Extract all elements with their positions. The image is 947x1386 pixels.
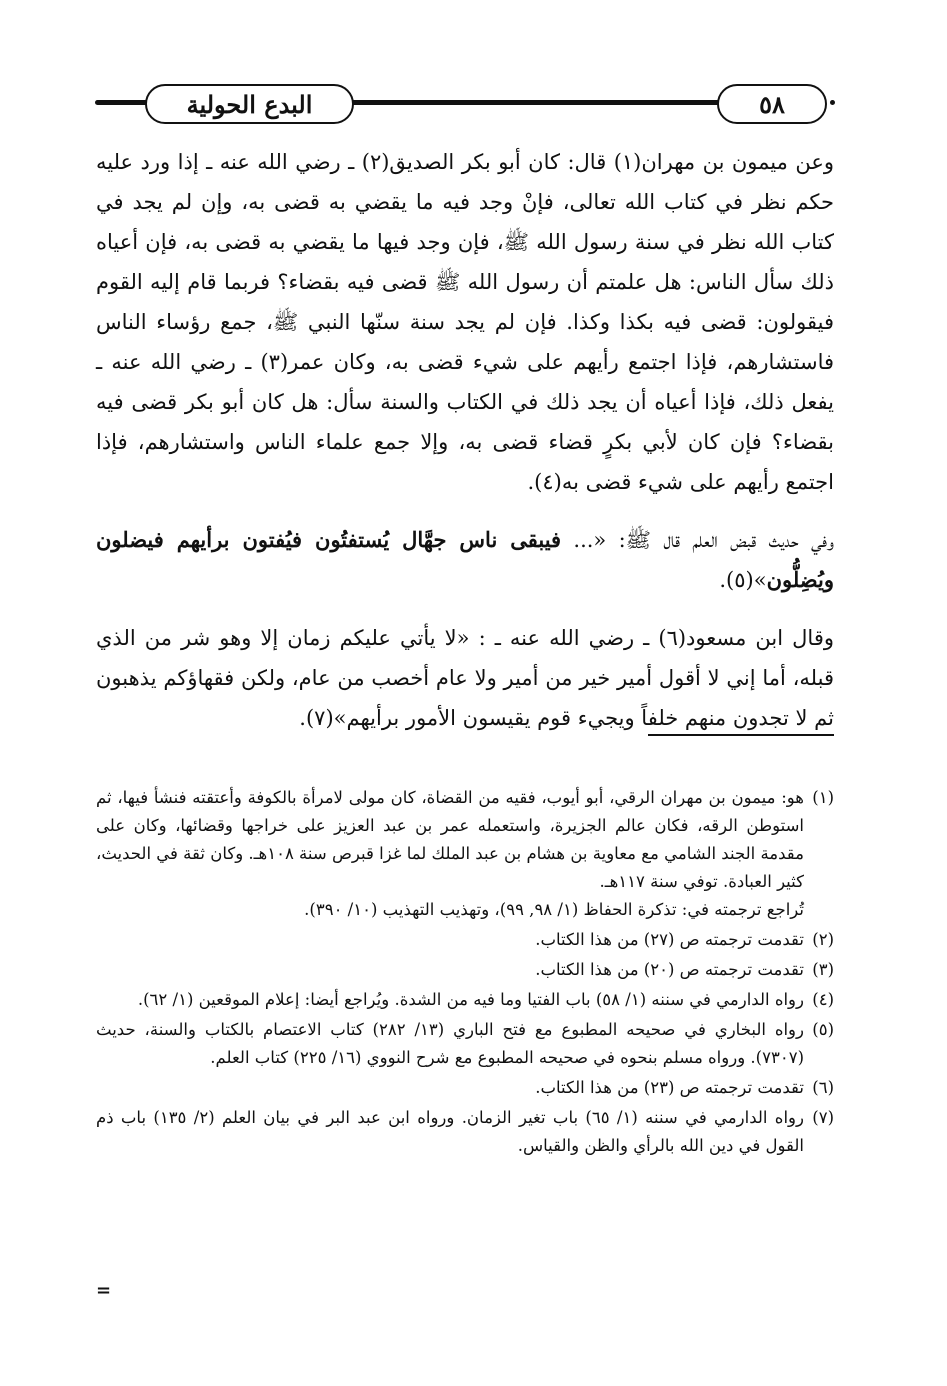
continuation-mark: = — [96, 1280, 112, 1301]
footnote-mark: (٢) — [812, 930, 834, 949]
running-title: البدع الحولية — [145, 84, 354, 124]
footnote-text: رواه الدارمي في سننه (١/ ٥٨) باب الفتيا وما فيه من الشدة. ويُراجع أيضا: إعلام الموقعين (١/ ٦٢). — [137, 990, 804, 1009]
footnote-mark: (٧) — [812, 1108, 834, 1127]
footnote — [96, 1016, 834, 1072]
footnote — [96, 986, 834, 1014]
paragraph-2-intro: وفي حديث قبض العلم قال ﷺ: «... — [561, 528, 835, 552]
footnote — [96, 784, 834, 924]
main-text — [96, 142, 834, 738]
footnote — [96, 1074, 834, 1102]
page-number: ٥٨ — [717, 84, 827, 124]
footnote — [96, 956, 834, 984]
footnote-separator — [648, 734, 834, 736]
footnotes — [96, 784, 834, 1162]
footnote — [96, 1104, 834, 1160]
footnote-mark: (١) — [812, 788, 834, 807]
footnote-mark: (٤) — [812, 990, 834, 1009]
header-rule-right — [830, 100, 835, 105]
hadith-quote: فيبقى ناس جهَّال يُستفتُون فيُفتون برأيهم فيضلون ويُضِلُّون — [96, 527, 834, 592]
paragraph-1: وعن ميمون بن مهران(١) قال: كان أبو بكر الصديق(٢) ـ رضي الله عنه ـ إذا ورد عليه حكم نظر في كتاب الله تعالى، فإنْ وجد فيه ما يقضي به قضى به، وإن لم يجد في كتاب الله نظر في سنة رسول الله ﷺ، فإن وجد فيها ما يقضي به قضى به، فإن أعياه ذلك سأل الناس: هل علمتم أن رسول الله ﷺ قضى فيه بقضاء؟ فربما قام إليه القوم فيقولون: قضى فيه بكذا وكذا. فإن لم يجد سنة سنّها النبي ﷺ، جمع رؤساء الناس فاستشارهم، فإذا اجتمع رأيهم على شيء قضى به، وكان عمر(٣) ـ رضي الله عنه ـ يفعل ذلك، فإذا أعياه أن يجد ذلك في الكتاب والسنة سأل: هل كان أبو بكر قضى فيه بقضاء؟ فإن كان لأبي بكرٍ قضاء قضى به، وإلا جمع علماء الناس واستشارهم، فإذا اجتمع رأيهم على شيء قضى به(٤). — [96, 150, 835, 494]
header-rule-middle — [345, 100, 765, 105]
footnote-text: تقدمت ترجمته ص (٢٠) من هذا الكتاب. — [535, 960, 804, 979]
footnote-mark: (٦) — [812, 1078, 834, 1097]
footnote-mark: (٣) — [812, 960, 834, 979]
footnote-reference: تُراجع ترجمته في: تذكرة الحفاظ (١/ ٩٨, ٩٩)، وتهذيب التهذيب (١٠/ ٣٩٠). — [304, 900, 804, 919]
footnote-text: تقدمت ترجمته ص (٢٧) من هذا الكتاب. — [535, 930, 804, 949]
footnote-text: رواه الدارمي في سننه (١/ ٦٥) باب تغير الزمان. ورواه ابن عبد البر في بيان العلم (٢/ ١٣٥) باب ذم القول في دين الله بالرأي والظن والقياس. — [96, 1108, 804, 1155]
footnote-mark: (٥) — [812, 1020, 834, 1039]
footnote-text: هو: ميمون بن مهران الرقي، أبو أيوب، فقيه من القضاة، كان مولى لامرأة بالكوفة وأعتقته فنشأ فيها، ثم استوطن الرقه، فكان عالم الجزيرة، واستعمله عمر بن عبد العزيز على خراجها وقضائها، وكان على مقدمة الجند الشامي مع معاوية بن هشام بن عبد الملك لما غزا قبرص سنة ١٠٨هـ. وكان ثقة في الحديث، كثير العبادة. توفي سنة ١١٧هـ. — [96, 788, 804, 891]
page-header — [95, 82, 835, 126]
footnote — [96, 926, 834, 954]
paragraph-2 — [96, 520, 834, 600]
paragraph-3: وقال ابن مسعود(٦) ـ رضي الله عنه ـ : «لا يأتي عليكم زمان إلا وهو شر من الذي قبله، أما إني لا أقول أمير خير من أمير ولا عام أخصب من عام، ولكن فقهاؤكم يذهبون ثم لا تجدون منهم خلفاً ويجيء قوم يقيسون الأمور برأيهم»(٧). — [96, 626, 834, 730]
footnote-text: رواه البخاري في صحيحه المطبوع مع فتح الباري (١٣/ ٢٨٢) كتاب الاعتصام بالكتاب والسنة، حديث (٧٣٠٧). ورواه مسلم بنحوه في صحيحه المطبوع مع شرح النووي (١٦/ ٢٢٥) كتاب العلم. — [96, 1020, 804, 1067]
paragraph-2-end: »(٥). — [719, 568, 767, 592]
footnote-text: تقدمت ترجمته ص (٢٣) من هذا الكتاب. — [535, 1078, 804, 1097]
